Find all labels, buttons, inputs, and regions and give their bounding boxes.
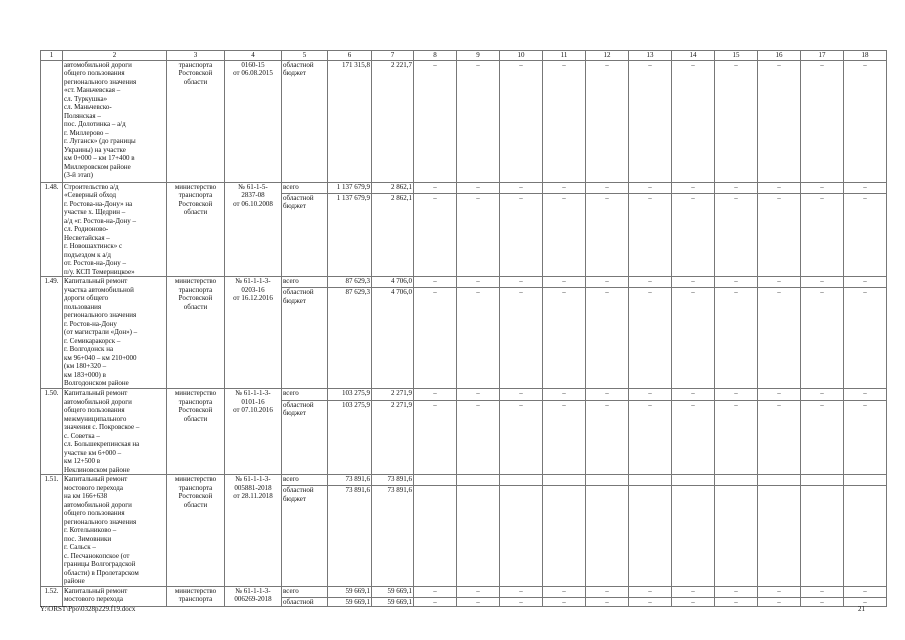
dash-cell: – xyxy=(801,389,844,401)
dash-cell: – xyxy=(844,288,887,389)
dash-cell: – xyxy=(457,60,500,182)
dash-cell: – xyxy=(543,193,586,276)
dash-cell: – xyxy=(672,400,715,474)
dash-cell: – xyxy=(629,193,672,276)
dash-cell: – xyxy=(543,288,586,389)
column-number: 9 xyxy=(457,51,500,61)
customer: министерство транспорта Ростовской области xyxy=(167,182,225,277)
file-path-footer: Y:\ORST\Ppo\0328p229.f19.docx xyxy=(40,605,136,613)
dash-cell: – xyxy=(844,277,887,288)
dash-cell: – xyxy=(672,182,715,193)
estimated-cost: 59 669,1 xyxy=(328,586,372,597)
object-name: автомобильной дороги общего пользования регионального значения «ст. Маньчевская – сл. Туркушка» сл. Маньчевско- Полянская – пос. Долотинка – а/д г. Миллерово – г. Луганск» (до границы Украины) на участке км 0+000 – км 17+400 в Миллеровском районе (3-й этап) xyxy=(63,60,167,182)
dash-cell: – xyxy=(500,400,543,474)
table-row xyxy=(41,586,887,597)
investment-table xyxy=(40,50,887,607)
empty-cell xyxy=(457,475,500,486)
dash-cell: – xyxy=(414,389,457,401)
remaining-cost: 2 271,9 xyxy=(372,389,414,401)
remaining-cost: 59 669,1 xyxy=(372,586,414,597)
column-number-row xyxy=(41,51,887,61)
dash-cell: – xyxy=(629,389,672,401)
funding-source: областной бюджет xyxy=(282,288,328,389)
expertise-document: № 61-1-1-3- 0101-16 от 07.10.2016 xyxy=(225,389,282,475)
dash-cell: – xyxy=(586,60,629,182)
dash-cell: – xyxy=(457,182,500,193)
empty-cell xyxy=(586,486,629,586)
expertise-document: № 61-1-1-3- 005881-2018 от 28.11.2018 xyxy=(225,475,282,587)
customer: министерство транспорта Ростовской области xyxy=(167,475,225,587)
table-row xyxy=(41,389,887,401)
remaining-cost: 2 862,1 xyxy=(372,182,414,193)
dash-cell: – xyxy=(715,193,758,276)
page-number: 21 xyxy=(858,605,865,613)
empty-cell xyxy=(715,475,758,486)
dash-cell: – xyxy=(500,277,543,288)
dash-cell: – xyxy=(629,182,672,193)
dash-cell: – xyxy=(629,400,672,474)
dash-cell: – xyxy=(629,597,672,607)
column-number: 6 xyxy=(328,51,372,61)
empty-cell xyxy=(801,475,844,486)
dash-cell: – xyxy=(586,389,629,401)
dash-cell: – xyxy=(758,182,801,193)
dash-cell: – xyxy=(629,277,672,288)
empty-cell xyxy=(629,486,672,586)
dash-cell: – xyxy=(414,182,457,193)
item-number xyxy=(41,60,63,182)
funding-source: областной бюджет xyxy=(282,400,328,474)
dash-cell: – xyxy=(543,182,586,193)
dash-cell: – xyxy=(457,586,500,597)
object-name: Капитальный ремонт мостового перехода на км 166+638 автомобильной дороги общего пользования регионального значения г. Котельниково – пос. Зимовники г. Сальск – с. Песчанокопское (от границы Волгоградской области) в Пролетарском районе xyxy=(63,475,167,587)
dash-cell: – xyxy=(715,400,758,474)
remaining-cost: 2 862,1 xyxy=(372,193,414,276)
table-row xyxy=(41,277,887,288)
dash-cell: – xyxy=(500,182,543,193)
remaining-cost: 4 706,0 xyxy=(372,277,414,288)
dash-cell: – xyxy=(801,586,844,597)
customer: министерство транспорта Ростовской области xyxy=(167,389,225,475)
column-number: 5 xyxy=(282,51,328,61)
dash-cell: – xyxy=(758,60,801,182)
empty-cell xyxy=(414,475,457,486)
dash-cell: – xyxy=(586,182,629,193)
dash-cell: – xyxy=(414,400,457,474)
empty-cell xyxy=(586,475,629,486)
dash-cell: – xyxy=(586,597,629,607)
estimated-cost: 103 275,9 xyxy=(328,389,372,401)
object-name: Капитальный ремонт автомобильной дороги общего пользования межмуниципального значения с. Покровское – с. Советка – сл. Большекрепинская на участке км 6+000 – км 12+500 в Неклиновском районе xyxy=(63,389,167,475)
estimated-cost: 1 137 679,9 xyxy=(328,193,372,276)
dash-cell: – xyxy=(500,288,543,389)
column-number: 17 xyxy=(801,51,844,61)
expertise-document: № 61-1-1-3- 0203-16 от 16.12.2016 xyxy=(225,277,282,389)
dash-cell: – xyxy=(500,389,543,401)
estimated-cost: 59 669,1 xyxy=(328,597,372,607)
dash-cell: – xyxy=(586,586,629,597)
dash-cell: – xyxy=(758,193,801,276)
dash-cell: – xyxy=(715,389,758,401)
expertise-document: № 61-1-1-3- 006269-2018 xyxy=(225,586,282,607)
object-name: Капитальный ремонт участка автомобильной дороги общего пользования регионального значения г. Ростов-на-Дону (от магистрали «Дон») – г. Семикаракорск – г. Волгодонск на км 96+040 – км 210+000 (км 180+320 – км 183+000) в Волгодонском районе xyxy=(63,277,167,389)
dash-cell: – xyxy=(414,193,457,276)
dash-cell: – xyxy=(543,597,586,607)
empty-cell xyxy=(629,475,672,486)
dash-cell: – xyxy=(586,193,629,276)
empty-cell xyxy=(715,486,758,586)
customer: министерство транспорта Ростовской области xyxy=(167,277,225,389)
dash-cell: – xyxy=(715,288,758,389)
table-row xyxy=(41,60,887,182)
dash-cell: – xyxy=(758,288,801,389)
column-number: 10 xyxy=(500,51,543,61)
estimated-cost: 73 891,6 xyxy=(328,486,372,586)
dash-cell: – xyxy=(844,400,887,474)
dash-cell: – xyxy=(414,586,457,597)
object-name: Капитальный ремонт мостового перехода xyxy=(63,586,167,607)
dash-cell: – xyxy=(414,277,457,288)
dash-cell: – xyxy=(629,288,672,389)
funding-source: всего xyxy=(282,182,328,193)
dash-cell: – xyxy=(715,277,758,288)
dash-cell: – xyxy=(844,60,887,182)
estimated-cost: 103 275,9 xyxy=(328,400,372,474)
remaining-cost: 73 891,6 xyxy=(372,475,414,486)
dash-cell: – xyxy=(629,586,672,597)
dash-cell: – xyxy=(414,288,457,389)
column-number: 7 xyxy=(372,51,414,61)
dash-cell: – xyxy=(715,182,758,193)
funding-source: областной бюджет xyxy=(282,486,328,586)
dash-cell: – xyxy=(801,182,844,193)
funding-source: областной xyxy=(282,597,328,607)
dash-cell: – xyxy=(758,400,801,474)
column-number: 3 xyxy=(167,51,225,61)
funding-source: всего xyxy=(282,586,328,597)
column-number: 8 xyxy=(414,51,457,61)
dash-cell: – xyxy=(586,277,629,288)
dash-cell: – xyxy=(500,60,543,182)
dash-cell: – xyxy=(844,586,887,597)
table-row xyxy=(41,475,887,486)
dash-cell: – xyxy=(414,60,457,182)
empty-cell xyxy=(672,475,715,486)
remaining-cost: 2 271,9 xyxy=(372,400,414,474)
column-number: 16 xyxy=(758,51,801,61)
dash-cell: – xyxy=(715,597,758,607)
column-number: 14 xyxy=(672,51,715,61)
item-number: 1.48. xyxy=(41,182,63,277)
expertise-document: № 61-1-5- 2837-08 от 06.10.2008 xyxy=(225,182,282,277)
dash-cell: – xyxy=(457,597,500,607)
funding-source: всего xyxy=(282,475,328,486)
dash-cell: – xyxy=(801,60,844,182)
dash-cell: – xyxy=(801,400,844,474)
dash-cell: – xyxy=(844,193,887,276)
estimated-cost: 87 629,3 xyxy=(328,288,372,389)
item-number: 1.52. xyxy=(41,586,63,607)
dash-cell: – xyxy=(414,597,457,607)
dash-cell: – xyxy=(758,586,801,597)
estimated-cost: 87 629,3 xyxy=(328,277,372,288)
empty-cell xyxy=(500,475,543,486)
remaining-cost: 4 706,0 xyxy=(372,288,414,389)
dash-cell: – xyxy=(500,193,543,276)
funding-source: областной бюджет xyxy=(282,193,328,276)
customer: транспорта Ростовской области xyxy=(167,60,225,182)
dash-cell: – xyxy=(457,389,500,401)
empty-cell xyxy=(500,486,543,586)
dash-cell: – xyxy=(629,60,672,182)
item-number: 1.49. xyxy=(41,277,63,389)
dash-cell: – xyxy=(672,586,715,597)
column-number: 13 xyxy=(629,51,672,61)
dash-cell: – xyxy=(758,277,801,288)
dash-cell: – xyxy=(715,586,758,597)
estimated-cost: 73 891,6 xyxy=(328,475,372,486)
empty-cell xyxy=(758,486,801,586)
dash-cell: – xyxy=(844,597,887,607)
table-row xyxy=(41,182,887,193)
column-number: 4 xyxy=(225,51,282,61)
item-number: 1.51. xyxy=(41,475,63,587)
dash-cell: – xyxy=(457,288,500,389)
column-number: 18 xyxy=(844,51,887,61)
remaining-cost: 2 221,7 xyxy=(372,60,414,182)
empty-cell xyxy=(672,486,715,586)
empty-cell xyxy=(543,475,586,486)
dash-cell: – xyxy=(801,597,844,607)
dash-cell: – xyxy=(715,60,758,182)
dash-cell: – xyxy=(586,400,629,474)
dash-cell: – xyxy=(586,288,629,389)
empty-cell xyxy=(844,486,887,586)
column-number: 12 xyxy=(586,51,629,61)
dash-cell: – xyxy=(457,193,500,276)
dash-cell: – xyxy=(672,597,715,607)
empty-cell xyxy=(543,486,586,586)
dash-cell: – xyxy=(672,277,715,288)
dash-cell: – xyxy=(672,389,715,401)
dash-cell: – xyxy=(500,597,543,607)
column-number: 2 xyxy=(63,51,167,61)
column-number: 1 xyxy=(41,51,63,61)
dash-cell: – xyxy=(672,60,715,182)
dash-cell: – xyxy=(801,277,844,288)
empty-cell xyxy=(457,486,500,586)
expertise-document: 0160-15 от 06.08.2015 xyxy=(225,60,282,182)
funding-source: областной бюджет xyxy=(282,60,328,182)
estimated-cost: 1 137 679,9 xyxy=(328,182,372,193)
funding-source: всего xyxy=(282,277,328,288)
dash-cell: – xyxy=(758,597,801,607)
empty-cell xyxy=(844,475,887,486)
customer: министерство транспорта xyxy=(167,586,225,607)
estimated-cost: 171 315,8 xyxy=(328,60,372,182)
dash-cell: – xyxy=(457,277,500,288)
dash-cell: – xyxy=(543,60,586,182)
empty-cell xyxy=(414,486,457,586)
dash-cell: – xyxy=(801,193,844,276)
dash-cell: – xyxy=(758,389,801,401)
remaining-cost: 73 891,6 xyxy=(372,486,414,586)
dash-cell: – xyxy=(672,193,715,276)
object-name: Строительство а/д «Северный обход г. Ростова-на-Дону» на участке х. Щедрин – а/д «г. Ростов-на-Дону – сл. Родионово- Несветайская – г. Новошахтинск» с подъездом к а/д от. Ростов-на-Дону – п/у. КСП Темерницкое» xyxy=(63,182,167,277)
dash-cell: – xyxy=(500,586,543,597)
dash-cell: – xyxy=(543,389,586,401)
item-number: 1.50. xyxy=(41,389,63,475)
remaining-cost: 59 669,1 xyxy=(372,597,414,607)
column-number: 15 xyxy=(715,51,758,61)
dash-cell: – xyxy=(457,400,500,474)
dash-cell: – xyxy=(543,400,586,474)
dash-cell: – xyxy=(543,277,586,288)
empty-cell xyxy=(758,475,801,486)
column-number: 11 xyxy=(543,51,586,61)
funding-source: всего xyxy=(282,389,328,401)
dash-cell: – xyxy=(801,288,844,389)
dash-cell: – xyxy=(543,586,586,597)
dash-cell: – xyxy=(844,389,887,401)
empty-cell xyxy=(801,486,844,586)
dash-cell: – xyxy=(844,182,887,193)
dash-cell: – xyxy=(672,288,715,389)
